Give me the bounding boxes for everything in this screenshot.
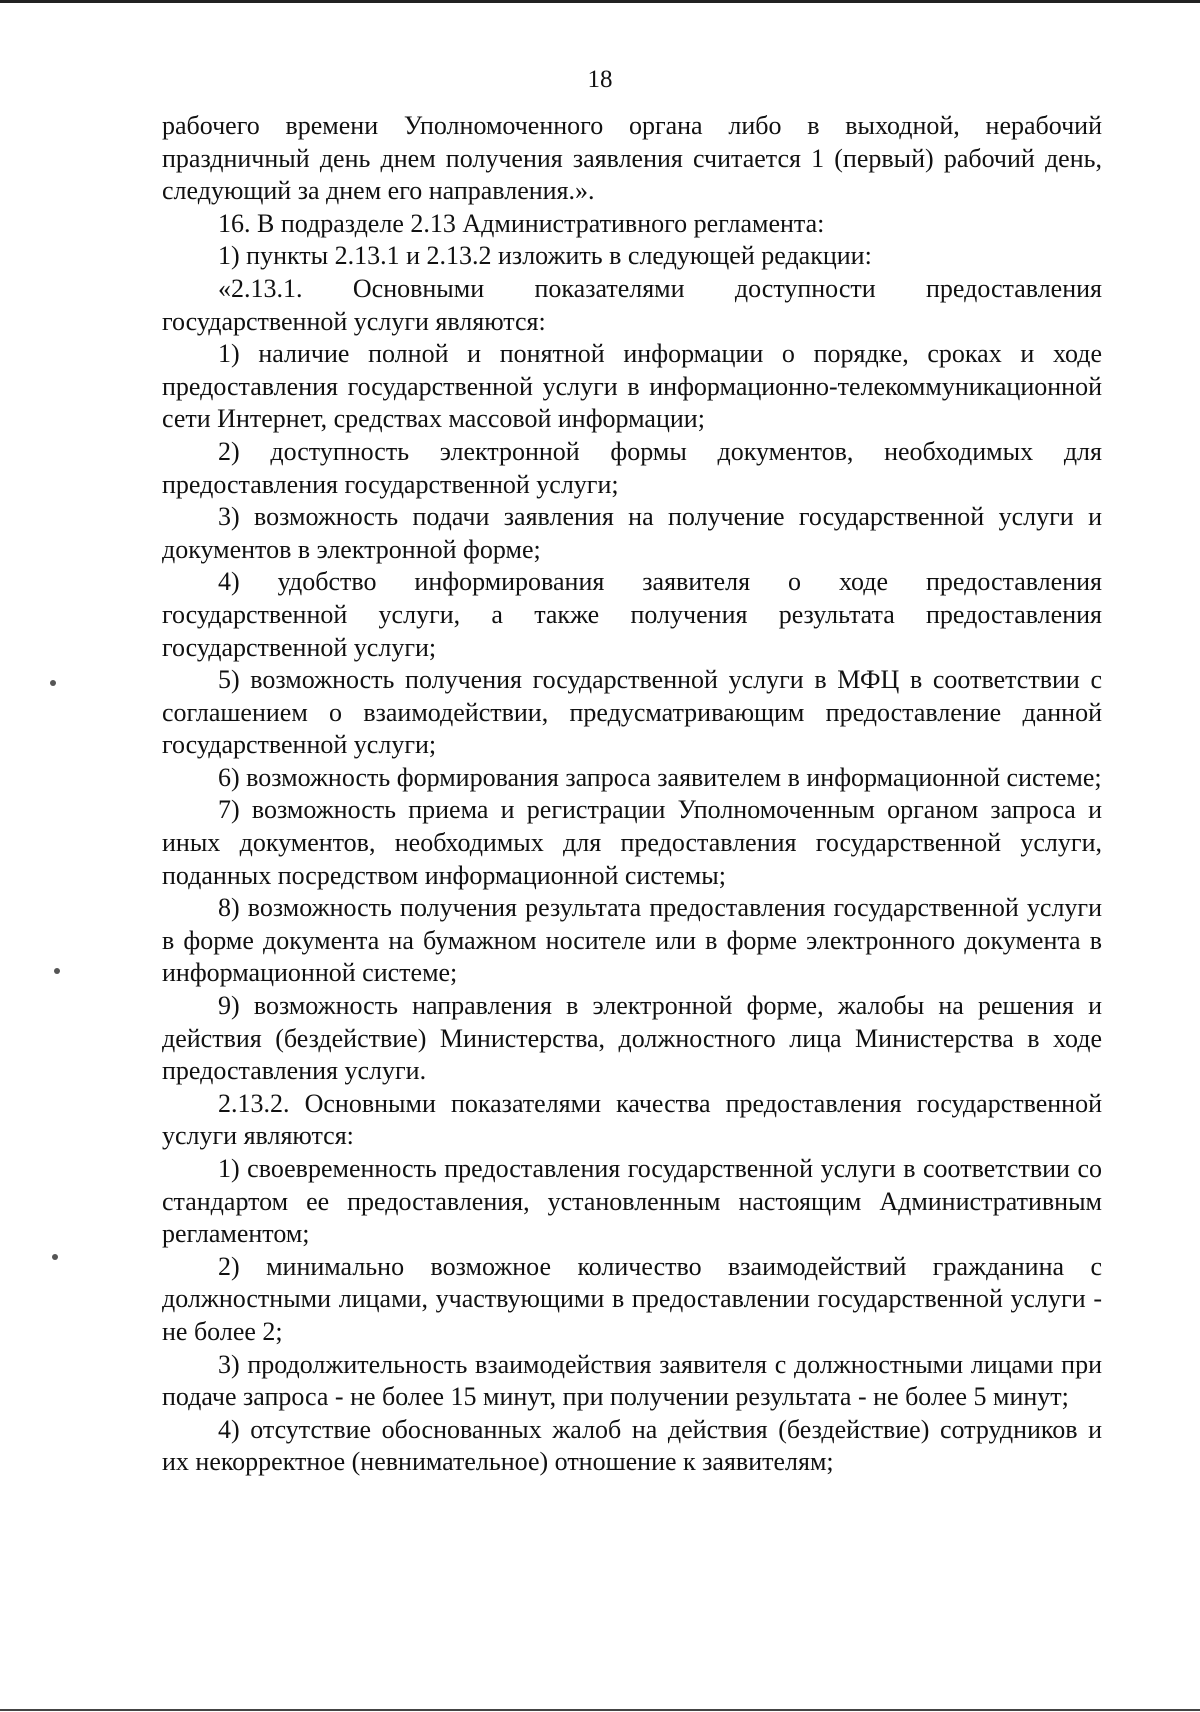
paragraph-continuation: рабочего времени Уполномоченного органа либо в выходной, нерабочий праздничный день днем получения заявления считается 1 (первый) рабочий день, следующий за днем его направления.». — [162, 111, 1102, 206]
paragraph-subitem-1: 1) пункты 2.13.1 и 2.13.2 изложить в следующей редакции: — [218, 241, 872, 271]
paragraph-accessibility-9: 9) возможность направления в электронной форме, жалобы на решения и действия (бездействие) Министерства, должностного лица Министерства в ходе предоставления услуги. — [162, 991, 1102, 1086]
scan-bottom-edge — [0, 1709, 1200, 1711]
paragraph-accessibility-7: 7) возможность приема и регистрации Уполномоченным органом запроса и иных документов, необходимых для предоставления государственной услуги, поданных посредством информационной системы; — [162, 795, 1102, 890]
paragraph-accessibility-6: 6) возможность формирования запроса заявителем в информационной системе; — [218, 762, 1102, 792]
paragraph-accessibility-5: 5) возможность получения государственной услуги в МФЦ в соответствии с соглашением о взаимодействии, предусматривающим предоставление данной государственной услуги; — [162, 665, 1102, 760]
paragraph-accessibility-8: 8) возможность получения результата предоставления государственной услуги в форме документа на бумажном носителе или в форме электронного документа в информационной системе; — [162, 893, 1102, 988]
scan-speck-mark — [52, 1254, 58, 1260]
scan-top-edge — [0, 0, 1200, 3]
paragraph-accessibility-1: 1) наличие полной и понятной информации о порядке, сроках и ходе предоставления государственной услуги в информационно-телекоммуникационной сети Интернет, средствах массовой информации; — [162, 339, 1102, 434]
paragraph-quality-3: 3) продолжительность взаимодействия заявителя с должностными лицами при подаче запроса - не более 15 минут, при получении результата - не более 5 минут; — [162, 1349, 1102, 1412]
paragraph-2-13-2: 2.13.2. Основными показателями качества предоставления государственной услуги являются: — [162, 1088, 1102, 1151]
scan-speck-mark — [50, 680, 56, 686]
paragraph-item-16: 16. В подразделе 2.13 Административного регламента: — [218, 208, 825, 238]
paragraph-quality-1: 1) своевременность предоставления государственной услуги в соответствии со стандартом ее предоставления, установленным настоящим Административным регламентом; — [162, 1154, 1102, 1249]
paragraph-quality-2: 2) минимально возможное количество взаимодействий гражданина с должностными лицами, участвующими в предоставлении государственной услуги - не более 2; — [162, 1251, 1102, 1346]
paragraph-quality-4: 4) отсутствие обоснованных жалоб на действия (бездействие) сотрудников и их некорректное (невнимательное) отношение к заявителям; — [162, 1414, 1102, 1477]
document-body — [162, 110, 1102, 1479]
scan-speck-mark — [54, 968, 60, 974]
paragraph-accessibility-3: 3) возможность подачи заявления на получение государственной услуги и документов в электронной форме; — [162, 502, 1102, 564]
paragraph-2-13-1: «2.13.1. Основными показателями доступности предоставления государственной услуги являются: — [162, 273, 1102, 336]
paragraph-accessibility-2: 2) доступность электронной формы документов, необходимых для предоставления государственной услуги; — [162, 436, 1102, 499]
page-number: 18 — [587, 66, 613, 93]
paragraph-accessibility-4: 4) удобство информирования заявителя о ходе предоставления государственной услуги, а также получения результата предоставления государственной услуги; — [162, 567, 1102, 662]
